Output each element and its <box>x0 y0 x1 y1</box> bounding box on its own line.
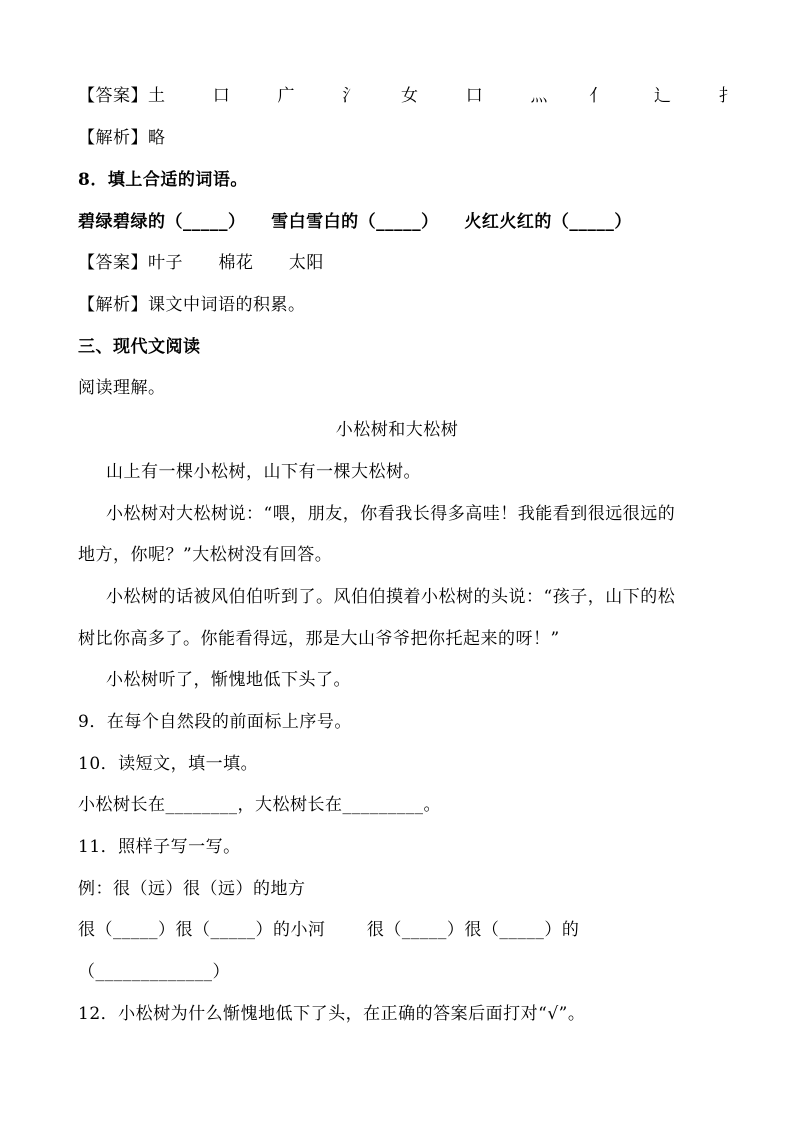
story-paragraph-3-line-2: 树比你高多了。你能看得远，那是大山爷爷把你托起来的呀！” <box>78 629 560 649</box>
question-9: 9．在每个自然段的前面标上序号。 <box>78 712 352 732</box>
story-paragraph-1: 山上有一棵小松树，山下有一棵大松树。 <box>106 462 421 482</box>
question-12: 12．小松树为什么惭愧地低下了头，在正确的答案后面打对“√”。 <box>78 1004 586 1024</box>
question-11-line-2: （_____________） <box>78 962 230 982</box>
story-paragraph-3-line-1: 小松树的话被风伯伯听到了。风伯伯摸着小松树的头说：“孩子，山下的松 <box>106 587 676 607</box>
question-10: 10．读短文，填一填。 <box>78 754 259 774</box>
question-8-title: 8．填上合适的词语。 <box>78 170 248 190</box>
question-11: 11．照样子写一写。 <box>78 837 241 857</box>
question-11-example: 例：很（远）很（远）的地方 <box>78 879 306 899</box>
reading-intro: 阅读理解。 <box>78 378 166 398</box>
answer-7: 【答案】土 口 广 氵 女 口 灬 亻 辶 扌 <box>78 86 737 106</box>
story-title: 小松树和大松树 <box>335 420 459 440</box>
question-8-blanks: 碧绿碧绿的（_____） 雪白雪白的（_____） 火红火红的（_____） <box>78 212 632 232</box>
story-paragraph-2-line-1: 小松树对大松树说：“喂，朋友，你看我长得多高哇！我能看到很远很远的 <box>106 504 676 524</box>
section-3-heading: 三、现代文阅读 <box>78 337 201 357</box>
question-10-blank: 小松树长在________，大松树长在_________。 <box>78 795 441 815</box>
story-paragraph-2-line-2: 地方，你呢？”大松树没有回答。 <box>78 545 333 565</box>
answer-8: 【答案】叶子 棉花 太阳 <box>78 253 324 273</box>
story-paragraph-4: 小松树听了，惭愧地低下头了。 <box>106 670 351 690</box>
analysis-7: 【解析】略 <box>78 128 166 148</box>
analysis-8: 【解析】课文中词语的积累。 <box>78 295 306 315</box>
question-11-line-1: 很（_____）很（_____）的小河 很（_____）很（_____）的 <box>78 920 580 940</box>
